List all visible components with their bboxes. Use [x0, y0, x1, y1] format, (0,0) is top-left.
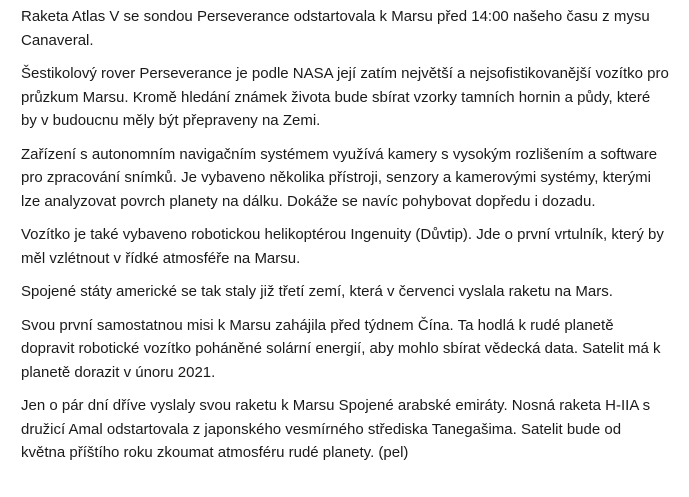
paragraph-rover: Šestikolový rover Perseverance je podle NASA její zatím největší a nejsofistikovanější vozítko pro průzkum Marsu. Kromě hledání známek života bude sbírat vzorky tamních hornin a půdy, které by v budoucnu měly být přepraveny na Zemi. — [21, 65, 669, 129]
paragraph-helicopter: Vozítko je také vybaveno robotickou helikoptérou Ingenuity (Důvtip). Jde o první vrtulník, který by měl vzlétnout v řídké atmosféře na Marsu. — [21, 226, 664, 267]
paragraph-china: Svou první samostatnou misi k Marsu zahájila před týdnem Čína. Ta hodlá k rudé planetě dopravit robotické vozítko poháněné solární energií, aby mohlo sbírat vědecká data. Satelit má k planetě dorazit v únoru 2021. — [21, 316, 661, 381]
paragraph-navigation: Zařízení s autonomním navigačním systémem využívá kamery s vysokým rozlišením a software pro zpracování snímků. Je vybaveno několika přístroji, senzory a kamerovými systémy, kterými lze analyzovat povrch planety na dálku. Dokáže se navíc pohybovat dopředu i dozadu. — [21, 145, 658, 210]
paragraph-uae: Jen o pár dní dříve vyslaly svou raketu k Marsu Spojené arabské emiráty. Nosná raketa H-IIA s družicí Amal odstartovala z japonského vesmírného střediska Tanegašima. Satelit bude od května příštího roku zkoumat atmosféru rudé planety. (pel) — [21, 397, 651, 461]
paragraph-launch: Raketa Atlas V se sondou Perseverance odstartovala k Marsu před 14:00 našeho času z mysu Canaveral. — [21, 8, 650, 49]
paragraph-third-country: Spojené státy americké se tak staly již třetí zemí, která v červenci vyslala raketu na Mars. — [21, 283, 613, 300]
